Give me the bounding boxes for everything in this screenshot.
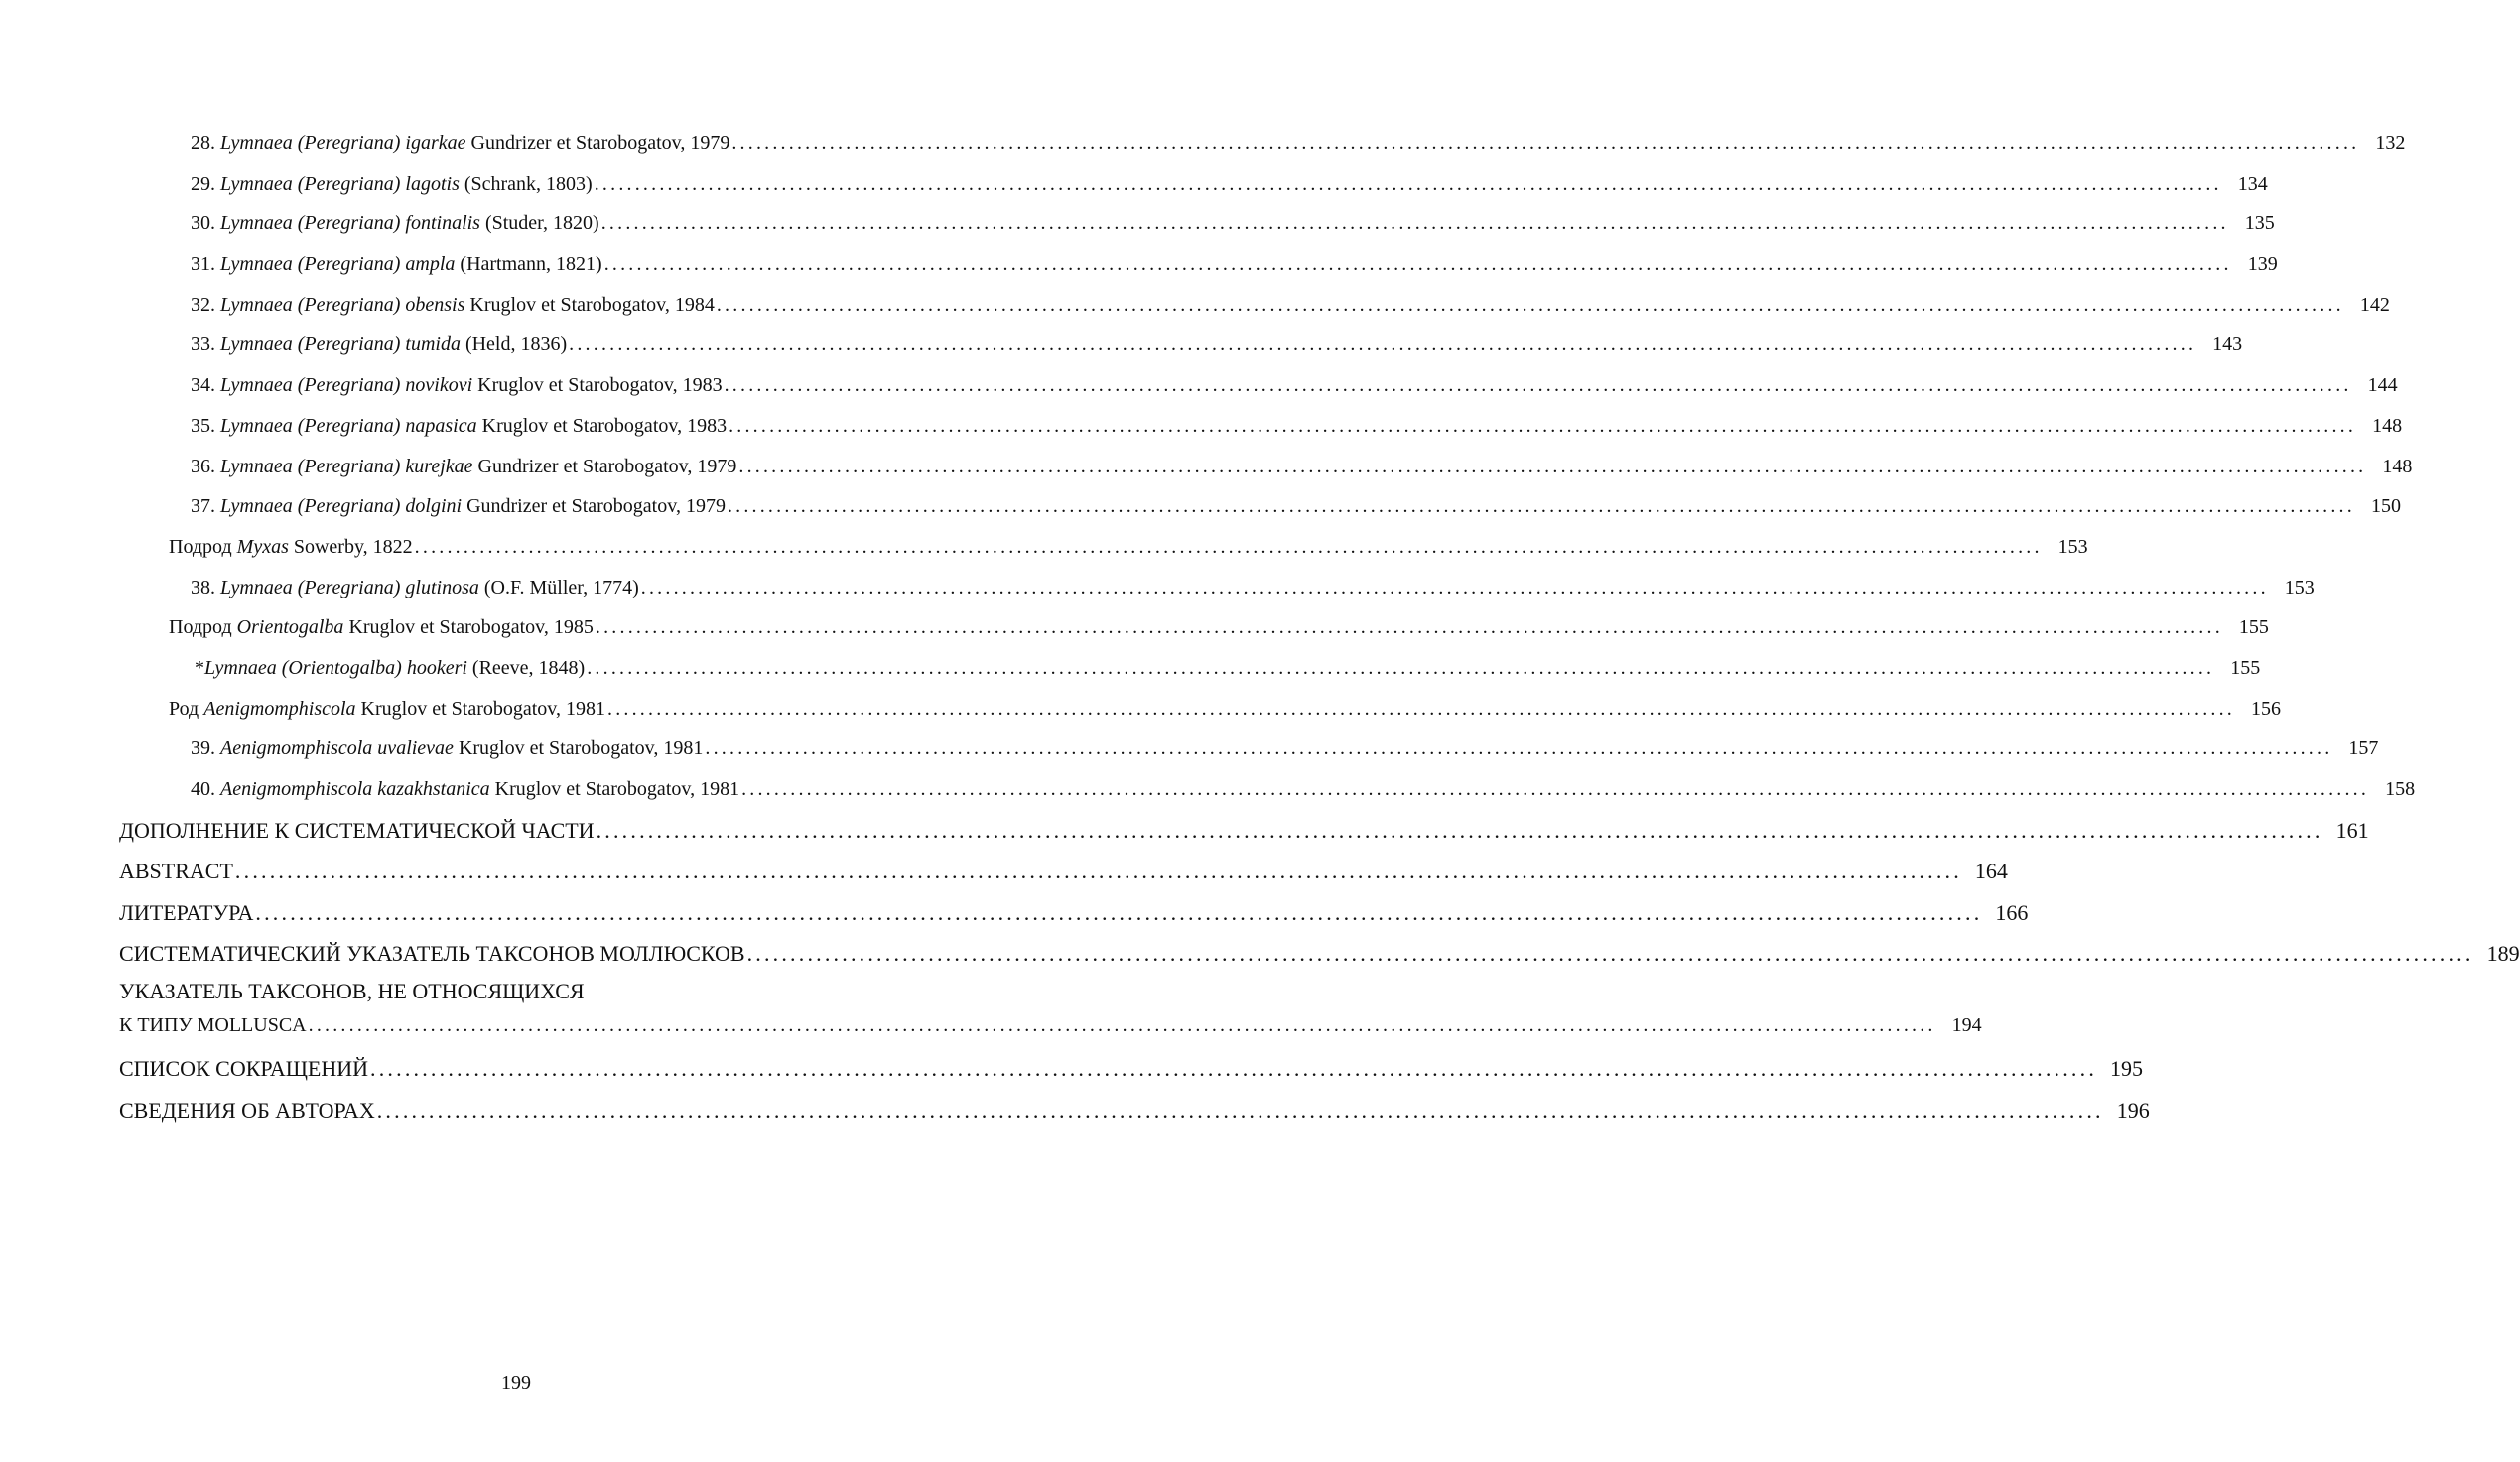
leader-dots: ........................................................................................................................................................................................................ bbox=[741, 778, 2370, 800]
toc-entry-39 bbox=[191, 729, 2379, 769]
leader-dots: ........................................................................................................................................................................................................ bbox=[746, 941, 2474, 967]
section-title: СПИСОК СОКРАЩЕНИЙ bbox=[119, 1056, 369, 1082]
taxon-author: Gundrizer et Starobogatov, 1979 bbox=[465, 132, 730, 154]
taxon-author: Kruglov et Starobogatov, 1985 bbox=[343, 616, 594, 639]
entry-number: 38. bbox=[191, 576, 220, 598]
entry-number: 31. bbox=[191, 253, 220, 276]
toc-section-systematic-index bbox=[119, 933, 2520, 975]
toc-entry-32 bbox=[191, 285, 2390, 326]
taxon-name: Lymnaea (Peregriana) napasica bbox=[220, 414, 477, 437]
entry-number: 40. bbox=[191, 778, 220, 800]
leader-dots: ........................................................................................................................................................................................................ bbox=[596, 817, 2323, 843]
leader-dots: ........................................................................................................................................................................................................ bbox=[587, 656, 2215, 679]
page-ref: 196 bbox=[2116, 1097, 2150, 1123]
section-title: ЛИТЕРАТУРА bbox=[119, 899, 254, 925]
leader-dots: ........................................................................................................................................................................................................ bbox=[729, 414, 2357, 437]
toc-section-non-mollusca-index bbox=[119, 975, 1982, 1042]
page-ref: 153 bbox=[2057, 535, 2088, 558]
toc-entry-29 bbox=[191, 164, 2268, 204]
toc-subgenus-myxas bbox=[169, 527, 2088, 568]
toc-entry-31 bbox=[191, 244, 2278, 285]
taxon-author: Gundrizer et Starobogatov, 1979 bbox=[472, 455, 737, 477]
entry-number: 28. bbox=[191, 132, 220, 154]
page-ref: 132 bbox=[2375, 132, 2406, 154]
taxon-name: Lymnaea (Peregriana) fontinalis bbox=[220, 212, 480, 235]
page-ref: 150 bbox=[2370, 495, 2401, 518]
page-ref: 158 bbox=[2385, 778, 2416, 800]
toc-entry-36 bbox=[191, 447, 2413, 487]
leader-dots: ........................................................................................................................................................................................................ bbox=[727, 495, 2355, 518]
leader-dots: ........................................................................................................................................................................................................ bbox=[594, 172, 2222, 195]
page-ref: 135 bbox=[2244, 212, 2275, 235]
taxon-name: Lymnaea (Orientogalba) hookeri bbox=[204, 656, 467, 679]
taxon-author: Gundrizer et Starobogatov, 1979 bbox=[462, 495, 726, 518]
entry-number: 33. bbox=[191, 333, 220, 356]
leader-dots: ........................................................................................................................................................................................................ bbox=[705, 737, 2333, 760]
taxon-author: Kruglov et Starobogatov, 1984 bbox=[464, 293, 715, 316]
leader-dots: ........................................................................................................................................................................................................ bbox=[414, 535, 2043, 558]
taxon-name: Lymnaea (Peregriana) lagotis bbox=[220, 172, 460, 195]
leader-dots: ........................................................................................................................................................................................................ bbox=[607, 697, 2235, 720]
taxon-name: Lymnaea (Peregriana) dolgini bbox=[220, 495, 463, 518]
taxon-author: Sowerby, 1822 bbox=[288, 535, 413, 558]
leader-dots: ........................................................................................................................................................................................................ bbox=[640, 576, 2269, 598]
page-ref: 144 bbox=[2367, 374, 2398, 397]
toc-entry-30 bbox=[191, 203, 2275, 244]
toc-entry-35 bbox=[191, 406, 2403, 447]
page-ref: 155 bbox=[2238, 616, 2269, 639]
section-title: СВЕДЕНИЯ ОБ АВТОРАХ bbox=[119, 1097, 375, 1123]
page-ref: 164 bbox=[1974, 859, 2008, 884]
toc-entry-37 bbox=[191, 486, 2401, 527]
page-ref: 148 bbox=[2372, 414, 2403, 437]
page-ref: 157 bbox=[2348, 737, 2379, 760]
page-ref: 148 bbox=[2382, 455, 2413, 477]
rank-label: Род bbox=[169, 697, 204, 720]
rank-label: Подрод bbox=[169, 535, 237, 558]
taxon-name: Myxas bbox=[236, 535, 289, 558]
page-ref: 189 bbox=[2486, 941, 2520, 967]
taxon-author: (Held, 1836) bbox=[460, 333, 568, 356]
leader-dots: ........................................................................................................................................................................................................ bbox=[724, 374, 2352, 397]
toc-entry-40 bbox=[191, 769, 2416, 810]
entry-number: 34. bbox=[191, 374, 220, 397]
entry-number: 30. bbox=[191, 212, 220, 235]
taxon-name: Lymnaea (Peregriana) igarkae bbox=[220, 132, 466, 154]
page-ref: 195 bbox=[2110, 1056, 2144, 1082]
toc-section-abstract bbox=[119, 851, 2008, 892]
leader-dots: ........................................................................................................................................................................................................ bbox=[738, 455, 2367, 477]
leader-dots: ........................................................................................................................................................................................................ bbox=[255, 899, 1983, 925]
leader-dots: ........................................................................................................................................................................................................ bbox=[308, 1014, 1936, 1037]
taxon-author: (Hartmann, 1821) bbox=[455, 253, 602, 276]
section-title: СИСТЕМАТИЧЕСКИЙ УКАЗАТЕЛЬ ТАКСОНОВ МОЛЛЮСКОВ bbox=[119, 941, 745, 967]
page-ref: 161 bbox=[2335, 817, 2369, 843]
entry-number: 36. bbox=[191, 455, 220, 477]
toc-entry-28 bbox=[191, 123, 2406, 164]
taxon-name: Lymnaea (Peregriana) kurejkae bbox=[220, 455, 473, 477]
toc-entry-hookeri bbox=[195, 648, 2261, 689]
toc-entry-34 bbox=[191, 365, 2398, 406]
taxon-name: Lymnaea (Peregriana) obensis bbox=[220, 293, 465, 316]
leader-dots: ........................................................................................................................................................................................................ bbox=[603, 253, 2232, 276]
toc-genus-aenigmomphiscola bbox=[169, 689, 2281, 730]
taxon-author: Kruglov et Starobogatov, 1983 bbox=[472, 374, 723, 397]
page-number: 199 bbox=[501, 1372, 531, 1394]
toc-section-authors bbox=[119, 1090, 2150, 1131]
table-of-contents bbox=[0, 123, 2520, 1130]
entry-number: 29. bbox=[191, 172, 220, 195]
rank-label: Подрод bbox=[169, 616, 237, 639]
leader-dots: ........................................................................................................................................................................................................ bbox=[595, 616, 2223, 639]
page-ref: 134 bbox=[2237, 172, 2268, 195]
taxon-name: Aenigmomphiscola kazakhstanica bbox=[220, 778, 490, 800]
section-title: ABSTRACT bbox=[119, 859, 233, 884]
page-ref: 166 bbox=[1995, 899, 2029, 925]
entry-number: 37. bbox=[191, 495, 220, 518]
page-ref: 142 bbox=[2359, 293, 2390, 316]
leader-dots: ........................................................................................................................................................................................................ bbox=[569, 333, 2197, 356]
toc-entry-33 bbox=[191, 325, 2243, 365]
taxon-name: Aenigmomphiscola uvalievae bbox=[220, 737, 454, 760]
taxon-author: Kruglov et Starobogatov, 1981 bbox=[489, 778, 740, 800]
entry-number: 32. bbox=[191, 293, 220, 316]
taxon-author: (Studer, 1820) bbox=[479, 212, 599, 235]
taxon-author: (O.F. Müller, 1774) bbox=[478, 576, 639, 598]
page-ref: 143 bbox=[2212, 333, 2243, 356]
asterisk-mark: * bbox=[195, 656, 204, 679]
toc-section-literature bbox=[119, 892, 2029, 934]
leader-dots: ........................................................................................................................................................................................................ bbox=[376, 1097, 2104, 1123]
taxon-author: Kruglov et Starobogatov, 1983 bbox=[476, 414, 728, 437]
taxon-name: Lymnaea (Peregriana) tumida bbox=[220, 333, 461, 356]
taxon-name: Orientogalba bbox=[236, 616, 344, 639]
toc-entry-38 bbox=[191, 568, 2315, 608]
taxon-author: Kruglov et Starobogatov, 1981 bbox=[453, 737, 704, 760]
taxon-author: Kruglov et Starobogatov, 1981 bbox=[355, 697, 605, 720]
toc-section-supplement bbox=[119, 810, 2369, 852]
section-title: ДОПОЛНЕНИЕ К СИСТЕМАТИЧЕСКОЙ ЧАСТИ bbox=[119, 817, 595, 843]
page-ref: 155 bbox=[2230, 656, 2261, 679]
section-title-line2: К ТИПУ MOLLUSCA bbox=[119, 1014, 307, 1037]
taxon-name: Lymnaea (Peregriana) ampla bbox=[220, 253, 456, 276]
page-ref: 139 bbox=[2247, 253, 2278, 276]
taxon-name: Aenigmomphiscola bbox=[203, 697, 356, 720]
leader-dots: ........................................................................................................................................................................................................ bbox=[716, 293, 2344, 316]
section-title-line1: УКАЗАТЕЛЬ ТАКСОНОВ, НЕ ОТНОСЯЩИХСЯ bbox=[119, 979, 585, 1004]
taxon-name: Lymnaea (Peregriana) novikovi bbox=[220, 374, 473, 397]
taxon-name: Lymnaea (Peregriana) glutinosa bbox=[220, 576, 479, 598]
page-ref: 153 bbox=[2284, 576, 2315, 598]
entry-number: 39. bbox=[191, 737, 220, 760]
leader-dots: ........................................................................................................................................................................................................ bbox=[600, 212, 2229, 235]
toc-subgenus-orientogalba bbox=[169, 607, 2269, 648]
leader-dots: ........................................................................................................................................................................................................ bbox=[731, 132, 2360, 154]
toc-section-abbreviations bbox=[119, 1048, 2144, 1090]
leader-dots: ........................................................................................................................................................................................................ bbox=[234, 859, 1962, 884]
leader-dots: ........................................................................................................................................................................................................ bbox=[370, 1056, 2098, 1082]
page-ref: 194 bbox=[1951, 1014, 1982, 1037]
taxon-author: (Reeve, 1848) bbox=[466, 656, 586, 679]
entry-number: 35. bbox=[191, 414, 220, 437]
page-ref: 156 bbox=[2251, 697, 2281, 720]
taxon-author: (Schrank, 1803) bbox=[459, 172, 593, 195]
